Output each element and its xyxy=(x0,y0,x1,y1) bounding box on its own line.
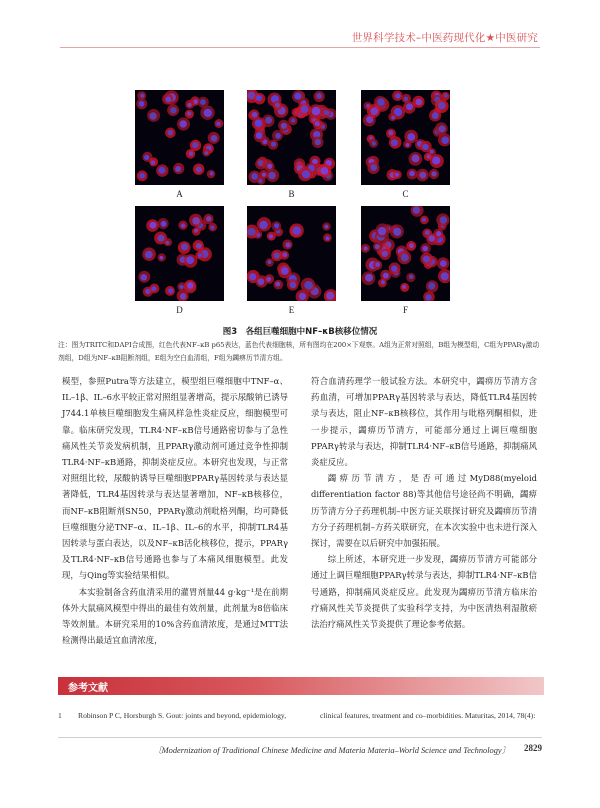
cell-nucleus xyxy=(407,133,415,141)
cell-nucleus xyxy=(275,103,280,108)
cell-nucleus xyxy=(187,103,191,107)
cell-nucleus xyxy=(256,132,263,139)
cell-nucleus xyxy=(252,112,258,118)
cell-nucleus xyxy=(412,154,420,162)
panel-e xyxy=(247,206,336,315)
cell-nucleus xyxy=(302,170,310,178)
cell-nucleus xyxy=(402,285,406,289)
paragraph: 符合血清药理学一般试验方法。本研究中，蠲痹历节清方含药血清，可增加PPARγ基因转录与表达，降低TLR4基因转录与表达，阻止NF–κB核移位，其作用与吡格列酮相似，进一步提示，蠲痹历节清方，可能部分通过上调巨噬细胞PPARγ转录与表达，抑制TLR4·NF–κB信号通路，抑制痛风炎症反应。 xyxy=(311,376,537,468)
cell-nucleus xyxy=(423,256,430,263)
cell-nucleus xyxy=(406,143,410,147)
cell-nucleus xyxy=(299,293,306,300)
figure-caption-note: 注：图为TRITC和DAPI合成图，红色代表NF–κB p65表达，蓝色代表细胞核，所有图均在200×下观察。A组为正常对照组，B组为模型组，C组为PPARγ激动剂组，D组为NF–κB阻断剂组，E组为空白血清组，F组为蠲痹历节清方组。 xyxy=(58,341,540,362)
cell-nucleus xyxy=(200,99,206,105)
cell-nucleus xyxy=(165,97,171,103)
cell-nucleus xyxy=(274,223,279,228)
cell-nucleus xyxy=(161,221,167,227)
cell-nucleus xyxy=(139,101,145,107)
cell-nucleus xyxy=(265,117,272,124)
cell-nucleus xyxy=(375,262,380,267)
page-number: 2829 xyxy=(524,743,542,753)
paragraph: 蠲痹历节清方，是否可通过MyD88(myeloid differentiation factor 88)等其他信号途径尚不明确，蠲痹历节清方分子药理机制–中医方证关联探讨研究及蠲痹历节清方分子药理机制–方药关联研究，在本次实验中也未进行深入探讨，需要在以后研究中加强拓展。 xyxy=(311,473,537,549)
cell-nucleus xyxy=(204,109,212,117)
cell-nucleus xyxy=(210,172,214,176)
panel-label: D xyxy=(176,305,183,315)
cell-nucleus xyxy=(211,135,218,142)
cell-nucleus xyxy=(181,243,188,250)
cell-nucleus xyxy=(198,253,202,257)
cell-nucleus xyxy=(262,173,266,177)
cell-nucleus xyxy=(151,286,156,291)
cell-nucleus xyxy=(422,246,428,252)
cell-nucleus xyxy=(141,274,148,281)
cell-nucleus xyxy=(187,111,191,115)
cell-nucleus xyxy=(382,251,388,257)
cell-nucleus xyxy=(181,223,186,228)
cell-nucleus xyxy=(401,254,409,262)
micrograph xyxy=(135,90,224,185)
micrograph xyxy=(247,206,336,301)
cell-nucleus xyxy=(391,265,397,271)
header-rule xyxy=(60,47,540,48)
cell-nucleus xyxy=(140,94,144,98)
cell-nucleus xyxy=(432,156,440,164)
cell-nucleus xyxy=(439,125,446,132)
cell-nucleus xyxy=(180,293,187,300)
cell-nucleus xyxy=(430,150,434,154)
cell-nucleus xyxy=(431,171,436,176)
paragraph: 本实验制备含药血清采用的灌胃剂量44 g·kg⁻¹是在前期体外大鼠痛风模型中得出的最佳有效剂量，此剂量为8倍临床等效剂量。本研究采用的10%含药血清浓度，是通过MTT法检测得出最适宜血清浓度， xyxy=(62,586,288,646)
panel-f xyxy=(361,206,450,315)
micrograph xyxy=(361,206,450,301)
cell-nucleus xyxy=(438,102,446,110)
cell-nucleus xyxy=(365,274,373,282)
cell-nucleus xyxy=(160,256,164,260)
cell-nucleus xyxy=(259,221,267,229)
cell-nucleus xyxy=(372,141,377,146)
journal-section-title: 世界科学技术–中医药现代化★中医研究 xyxy=(351,32,538,44)
footer-rule xyxy=(58,737,542,738)
reference-1-left: Robinson P C, Horsburgh S. Gout: joints and beyond, epidemiology, xyxy=(78,711,287,720)
panel-label: A xyxy=(176,189,183,199)
cell-nucleus xyxy=(285,242,290,247)
cell-nucleus xyxy=(304,281,313,290)
panel-c xyxy=(361,90,450,199)
cell-nucleus xyxy=(404,97,409,102)
cell-nucleus xyxy=(422,144,428,150)
cell-nucleus xyxy=(166,241,170,245)
footer-journal-title: 〔Modernization of Traditional Chinese Medicine and Materia Materia–World Science and Technology〕 xyxy=(153,746,510,755)
panel-label: B xyxy=(288,189,295,199)
cell-nucleus xyxy=(413,206,420,213)
cell-nucleus xyxy=(406,103,413,110)
cell-nucleus xyxy=(428,283,435,290)
cell-nucleus xyxy=(145,251,153,259)
cell-nucleus xyxy=(419,172,426,179)
cell-nucleus xyxy=(258,278,265,285)
cell-nucleus xyxy=(271,142,276,147)
micrograph xyxy=(135,206,224,301)
cell-nucleus xyxy=(321,167,329,175)
references-heading: 参考文献 xyxy=(68,683,108,694)
cell-nucleus xyxy=(294,93,301,100)
cell-nucleus xyxy=(428,235,435,242)
cell-nucleus xyxy=(251,173,258,180)
panel-label: E xyxy=(288,305,295,315)
paragraph: 模型，参照Putra等方法建立，模型组巨噬细胞中TNF–α、IL–1β、IL–6水平较正常对照组显著增高，提示尿酸钠已诱导J744.1单核巨噬细胞发生痛风样急性炎症反应，细胞模型可靠。临床研究发现，TLR4·NF–κB信号通路密切参与了急性痛风性关节炎发病机制，且PPARγ激动剂可通过竞争性抑制TLR4·NF–κB通路，抑制炎症反应。本研究也发现，与正常对照组比较，尿酸钠诱导巨噬细胞PPARγ基因转录与表达显著降低，TLR4基因转录与表达显著增加，NF–κB核移位，而NF–κB阻断剂SN50，PPARγ激动剂吡格列酮，均可降低巨噬细胞分泌TNF–α、IL–1β、IL–6的水平，抑制TLR4基因转录与蛋白表达，以及NF–κB活化核移位，提示，PPARγ及TLR4·NF–κB信号通路也参与了本痛风细胞模型。此发现，与Qing等实验结果相似。 xyxy=(62,376,288,581)
cell-nucleus xyxy=(150,222,157,229)
cell-nucleus xyxy=(151,160,155,164)
references-heading-bar xyxy=(58,677,544,695)
cell-nucleus xyxy=(256,95,262,101)
micrograph xyxy=(361,90,450,185)
cell-nucleus xyxy=(216,122,220,126)
cell-nucleus xyxy=(281,267,289,275)
cell-nucleus xyxy=(312,107,321,116)
cell-nucleus xyxy=(301,105,309,113)
cell-nucleus xyxy=(149,112,156,119)
cell-nucleus xyxy=(283,252,288,257)
cell-nucleus xyxy=(409,171,415,177)
cell-nucleus xyxy=(269,234,273,238)
cell-nucleus xyxy=(168,288,173,293)
cell-nucleus xyxy=(275,282,280,287)
cell-nucleus xyxy=(144,155,149,160)
panel-d xyxy=(135,206,224,315)
cell-nucleus xyxy=(249,273,256,280)
cell-nucleus xyxy=(440,216,448,224)
cell-nucleus xyxy=(370,164,377,171)
cell-nucleus xyxy=(179,285,183,289)
cell-nucleus xyxy=(291,118,295,122)
paragraph: 综上所述，本研究进一步发现，蠲痹历节清方可能部分通过上调巨噬细胞PPARγ转录与表达，抑制TLR4·NF–κB信号通路，抑制痛风炎症反应。此发现为蠲痹历节清方临床治疗痛风性关节炎提供了实验科学支持，为中医清热利湿散瘀法治疗痛风性关节炎提供了理论参考依据。 xyxy=(311,554,537,630)
reference-number: 1 xyxy=(58,711,62,720)
reference-1-right: clinical features, treatment and co–morbidities. Maturitas, 2014, 78(4): xyxy=(320,711,536,720)
micrograph xyxy=(247,90,336,185)
cell-nucleus xyxy=(391,139,398,146)
cell-nucleus xyxy=(175,166,181,172)
body-column-left xyxy=(62,373,288,648)
cell-nucleus xyxy=(370,107,378,115)
cell-nucleus xyxy=(415,99,422,106)
cell-nucleus xyxy=(395,173,399,177)
cell-nucleus xyxy=(248,228,256,236)
cell-nucleus xyxy=(275,133,281,139)
cell-nucleus xyxy=(204,151,208,155)
panel-b xyxy=(247,90,336,199)
cell-nucleus xyxy=(395,93,401,99)
cell-nucleus xyxy=(255,119,263,127)
cell-nucleus xyxy=(409,275,414,280)
cell-nucleus xyxy=(393,228,401,236)
cell-nucleus xyxy=(266,277,271,282)
cell-nucleus xyxy=(293,227,301,235)
cell-nucleus xyxy=(157,235,164,242)
cell-nucleus xyxy=(378,227,386,235)
cell-nucleus xyxy=(196,243,202,249)
cell-nucleus xyxy=(383,273,389,279)
cell-nucleus xyxy=(441,272,449,280)
cell-nucleus xyxy=(187,282,193,288)
cell-nucleus xyxy=(375,244,380,249)
cell-nucleus xyxy=(409,243,414,248)
panel-a xyxy=(135,90,224,199)
cell-nucleus xyxy=(259,179,263,183)
cell-nucleus xyxy=(326,236,330,240)
cell-nucleus xyxy=(210,226,214,230)
cell-nucleus xyxy=(316,93,322,99)
cell-nucleus xyxy=(422,218,426,222)
figure-caption-title: 图3 各组巨噬细胞中NF–κB核移位情况 xyxy=(222,327,378,337)
cell-nucleus xyxy=(441,136,449,144)
cell-nucleus xyxy=(268,172,276,180)
cell-nucleus xyxy=(267,164,272,169)
cell-nucleus xyxy=(170,107,176,113)
cell-nucleus xyxy=(440,260,447,267)
cell-nucleus xyxy=(315,121,320,126)
cell-nucleus xyxy=(388,130,393,135)
cell-nucleus xyxy=(186,256,194,264)
cell-nucleus xyxy=(324,110,329,115)
body-column-right xyxy=(311,373,537,632)
cell-nucleus xyxy=(168,130,174,136)
cell-nucleus xyxy=(444,94,448,98)
cell-nucleus xyxy=(196,167,202,173)
cell-nucleus xyxy=(189,151,194,156)
cell-nucleus xyxy=(326,292,334,300)
cell-nucleus xyxy=(192,142,198,148)
cell-nucleus xyxy=(363,246,367,250)
cell-nucleus xyxy=(324,225,328,229)
cell-nucleus xyxy=(281,123,287,129)
cell-nucleus xyxy=(206,216,211,221)
cell-nucleus xyxy=(377,98,384,105)
panel-label: C xyxy=(402,189,409,199)
cell-nucleus xyxy=(427,155,431,159)
cell-nucleus xyxy=(194,229,198,233)
cell-nucleus xyxy=(391,116,395,120)
cell-nucleus xyxy=(290,282,296,288)
panel-label: F xyxy=(402,305,408,315)
cell-nucleus xyxy=(274,252,280,258)
cell-nucleus xyxy=(192,217,200,225)
cell-nucleus xyxy=(315,139,321,145)
cell-nucleus xyxy=(381,280,385,284)
cell-nucleus xyxy=(268,260,272,264)
cell-nucleus xyxy=(158,167,165,174)
cell-nucleus xyxy=(432,112,439,119)
cell-nucleus xyxy=(425,294,431,300)
cell-nucleus xyxy=(180,120,187,127)
cell-nucleus xyxy=(139,173,145,179)
